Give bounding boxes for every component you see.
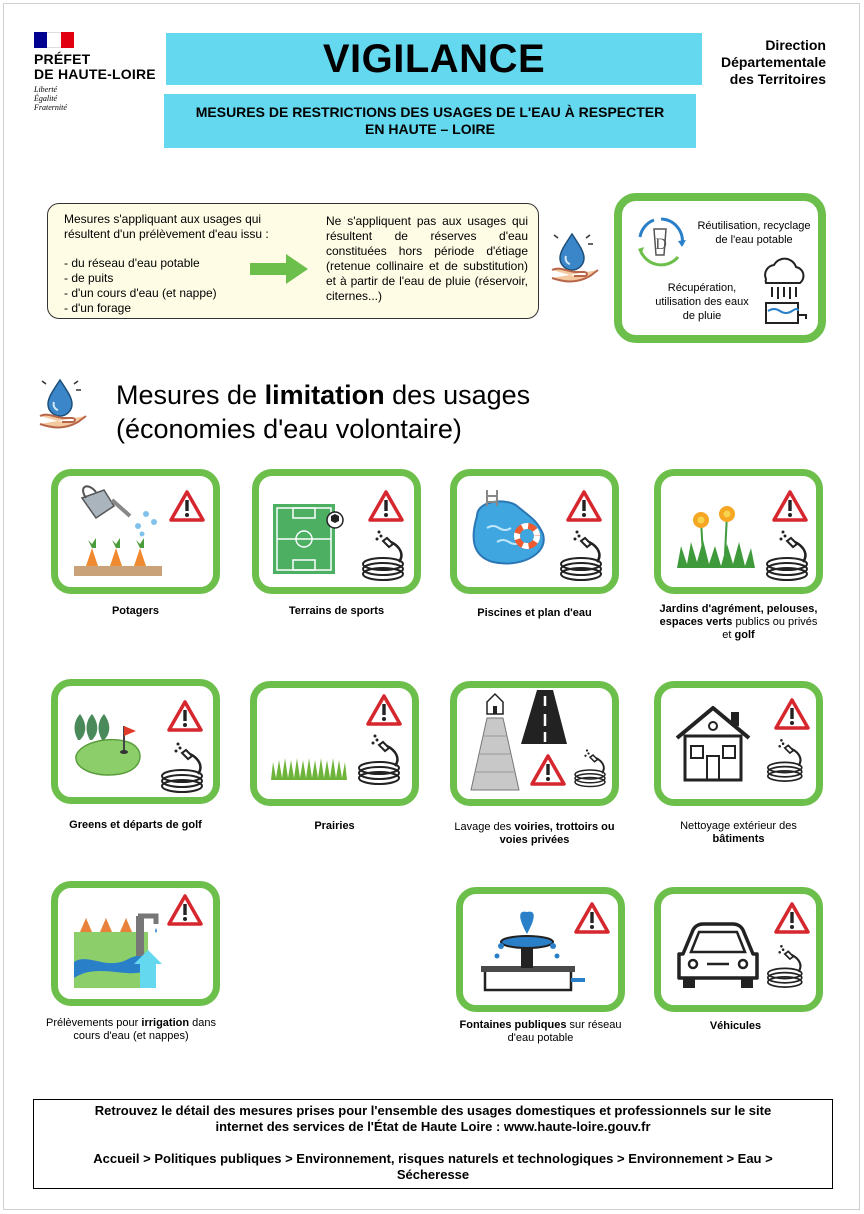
label-jardins bbox=[654, 603, 823, 642]
label-post: publics ou privés et bbox=[722, 616, 818, 641]
green-arrow-icon bbox=[248, 252, 310, 286]
title-pre: Mesures de bbox=[116, 380, 265, 410]
label-voiries bbox=[444, 821, 625, 847]
logo-line1: PRÉFET bbox=[34, 51, 91, 67]
label-bold: irrigation bbox=[141, 1017, 190, 1029]
label-bold: Greens et départs de golf bbox=[69, 819, 202, 831]
label-bold: Terrains de sports bbox=[288, 605, 385, 617]
footer-breadcrumb: Accueil > Politiques publiques > Environnement, risques naturels et technologiques > Environnement > Eau > bbox=[93, 1151, 773, 1166]
reuse-text-recycling: Réutilisation, recyclage de l'eau potable bbox=[697, 220, 811, 246]
sports-field-icon bbox=[259, 476, 414, 587]
card-voiries bbox=[450, 681, 619, 806]
water-drop-hand-icon bbox=[550, 232, 602, 288]
label-bold: bâtiments bbox=[712, 833, 765, 845]
card-batiments bbox=[654, 681, 823, 806]
motto-liberte: Liberté bbox=[34, 85, 58, 94]
card-terrains-de-sports bbox=[252, 469, 421, 594]
house-icon bbox=[661, 688, 816, 799]
restrictions-subtitle bbox=[164, 94, 696, 148]
card-greens-golf bbox=[51, 679, 220, 804]
swimming-pool-icon bbox=[457, 476, 612, 587]
roads-sidewalks-icon bbox=[457, 688, 612, 799]
section-title bbox=[116, 378, 530, 446]
motto-egalite: Égalité bbox=[34, 94, 58, 103]
label-bold: Jardins d'agrément, pelouses, espaces verts bbox=[659, 603, 818, 628]
card-irrigation bbox=[51, 881, 220, 1006]
label-bold: Piscines et plan d'eau bbox=[477, 607, 592, 619]
scope-not-applies: Ne s'appliquent pas aux usages qui résultent de réserves d'eau constituées hors période d'étiage (retenue collinaire et de substitution) et à partir de l'eau de pluie (réservoir, citernes...) bbox=[326, 214, 528, 303]
label-fontaines bbox=[452, 1019, 629, 1045]
label-terrains-de-sports bbox=[252, 605, 421, 618]
scope-item: - d'un cours d'eau (et nappe) bbox=[64, 286, 217, 300]
title-post: des usages bbox=[384, 380, 531, 410]
direction-line3: des Territoires bbox=[729, 71, 826, 87]
subtitle-line1: MESURES DE RESTRICTIONS DES USAGES DE L'EAU À RESPECTER bbox=[195, 104, 665, 120]
scope-item: - de puits bbox=[64, 271, 114, 285]
card-vehicules bbox=[654, 887, 823, 1012]
reuse-text-rainwater: Récupération, utilisation des eaux de pluie bbox=[655, 282, 749, 322]
water-recycle-icon bbox=[634, 215, 688, 267]
label-prairies bbox=[250, 820, 419, 833]
label-pre: Nettoyage extérieur des bbox=[680, 820, 797, 832]
label-batiments bbox=[654, 820, 823, 846]
meadow-grass-icon bbox=[257, 688, 412, 799]
direction-line2: Départementale bbox=[720, 54, 826, 70]
card-jardins bbox=[654, 469, 823, 594]
title-bold: limitation bbox=[264, 380, 385, 410]
rain-collection-icon bbox=[756, 257, 810, 329]
label-irrigation bbox=[40, 1017, 222, 1043]
card-fontaines bbox=[456, 887, 625, 1012]
subtitle-line2: EN HAUTE – LOIRE bbox=[365, 121, 495, 137]
watering-can-vegetables-icon bbox=[58, 476, 213, 587]
garden-flowers-icon bbox=[661, 476, 816, 587]
footer-line1: Retrouvez le détail des mesures prises pour l'ensemble des usages domestiques et professionnels sur le site bbox=[94, 1103, 772, 1118]
label-potagers bbox=[51, 605, 220, 618]
motto-fraternite: Fraternité bbox=[34, 103, 67, 112]
card-piscines bbox=[450, 469, 619, 594]
irrigation-pump-icon bbox=[58, 888, 213, 999]
prefecture-logo bbox=[34, 32, 164, 112]
scope-item: - du réseau d'eau potable bbox=[64, 256, 200, 270]
public-fountain-icon bbox=[463, 894, 618, 1005]
label-pre: Prélèvements pour bbox=[46, 1017, 142, 1029]
logo-motto bbox=[34, 85, 164, 112]
logo-line2: DE HAUTE-LOIRE bbox=[34, 66, 156, 82]
label-bold: Fontaines publiques bbox=[459, 1019, 567, 1031]
water-drop-hand-icon bbox=[38, 378, 90, 434]
svg-text:D: D bbox=[655, 236, 667, 253]
card-potagers bbox=[51, 469, 220, 594]
title-line2: (économies d'eau volontaire) bbox=[116, 414, 462, 444]
label-bold: Véhicules bbox=[709, 1020, 762, 1032]
label-post: dans cours d'eau (et nappes) bbox=[73, 1017, 216, 1042]
car-icon bbox=[661, 894, 816, 1005]
scope-item: - d'un forage bbox=[64, 301, 132, 315]
scope-box bbox=[47, 203, 539, 319]
french-flag-icon bbox=[34, 32, 74, 48]
direction-label bbox=[706, 37, 826, 88]
golf-green-icon bbox=[58, 686, 213, 797]
footer-breadcrumb-end: Sécheresse bbox=[396, 1167, 470, 1182]
label-bold: voiries, trottoirs ou voies privées bbox=[499, 821, 615, 846]
label-bold2: golf bbox=[734, 629, 755, 641]
label-greens-golf bbox=[51, 819, 220, 832]
scope-intro: Mesures s'appliquant aux usages qui résultent d'un prélèvement d'eau issu : bbox=[64, 212, 269, 241]
card-prairies bbox=[250, 681, 419, 806]
label-piscines bbox=[450, 607, 619, 620]
label-pre: Lavage des bbox=[454, 821, 515, 833]
reuse-box bbox=[614, 193, 826, 343]
vigilance-title: VIGILANCE bbox=[166, 33, 702, 85]
label-bold: Potagers bbox=[111, 605, 160, 617]
label-bold: Prairies bbox=[314, 820, 355, 832]
footer-website[interactable]: internet des services de l'État de Haute Loire : www.haute-loire.gouv.fr bbox=[215, 1119, 651, 1134]
footer-info-box bbox=[33, 1099, 833, 1189]
label-vehicules bbox=[654, 1020, 817, 1033]
direction-line1: Direction bbox=[765, 37, 826, 53]
label-post: sur réseau d'eau potable bbox=[507, 1019, 622, 1044]
